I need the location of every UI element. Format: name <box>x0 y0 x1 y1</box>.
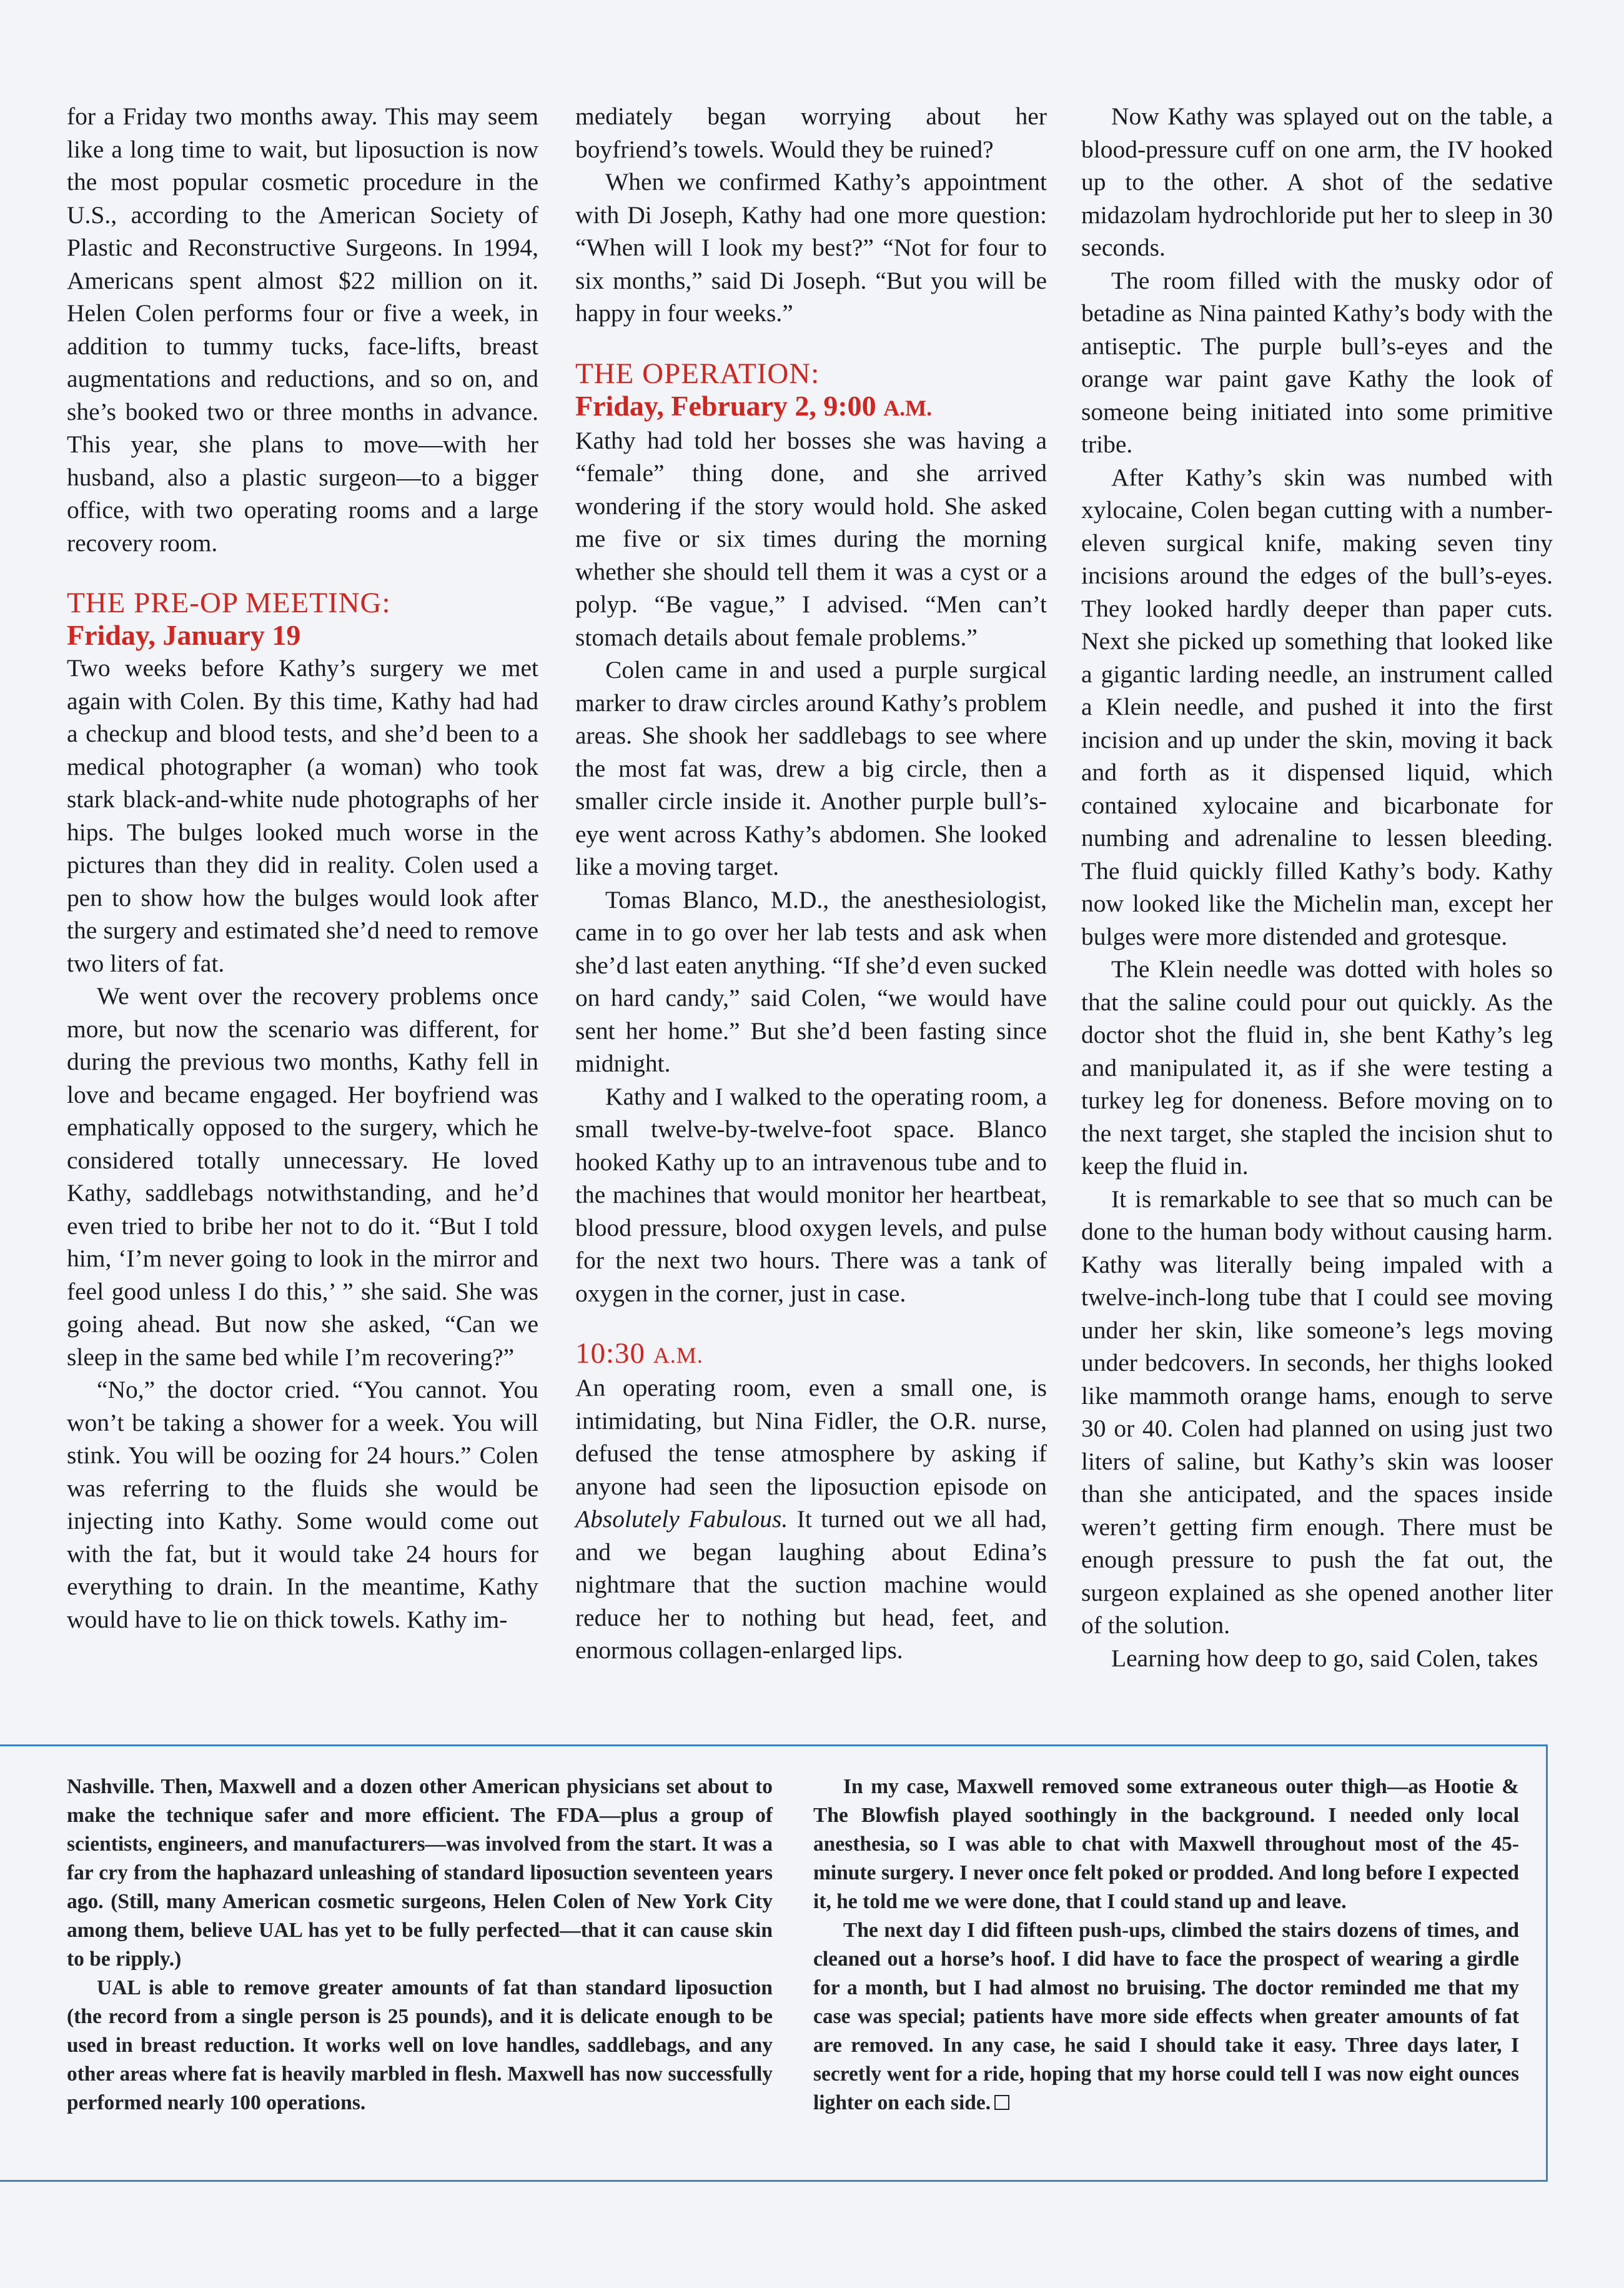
sidebar-box <box>0 1744 1548 2182</box>
sidebar-paragraph: Nashville. Then, Maxwell and a dozen other American physicians set about to make the technique safer and more efficient. The FDA—plus a group of scientists, engineers, and manufacturers—was involved from the start. It was a far cry from the haphazard unleashing of standard liposuction seventeen years ago. (Still, many American cosmetic surgeons, Helen Colen of New York City among them, believe UAL has yet to be fully perfected—that it can cause skin to be ripply.) <box>67 1775 773 1971</box>
paragraph: We went over the recovery problems once more, but now the scenario was different, for during the previous two months, Kathy fell in love and became engaged. Her boyfriend was emphatically opposed to the surgery, which he considered totally unnecessary. He loved Kathy, saddlebags notwithstanding, and he’d even tried to bribe her not to do it. “But I told him, ‘I’m never going to look in the mirror and feel good unless I do this,’ ” she said. She was going ahead. But now she asked, “Can we sleep in the same bed while I’m recovering?” <box>67 982 538 1371</box>
article-column-2 <box>575 100 1047 1667</box>
paragraph-text: An operating room, even a small one, is intimidating, but Nina Fidler, the O.R. nurse, defused the tense atmosphere by asking if anyone had seen the liposuction episode on <box>575 1374 1047 1500</box>
paragraph: Colen came in and used a purple surgical marker to draw circles around Kathy’s problem areas. She shook her saddlebags to see where the most fat was, drew a big circle, then a smaller circle inside it. Another purple bull’s-eye went across Kathy’s abdomen. She looked like a moving target. <box>575 656 1047 880</box>
paragraph: Tomas Blanco, M.D., the anesthesiologist, came in to go over her lab tests and ask when she’d last eaten anything. “If she’d even sucked on hard candy,” said Colen, “we would have sent her home.” But she’d been fasting since midnight. <box>575 885 1047 1077</box>
section-subheading-date <box>575 390 1047 424</box>
section-heading-operation: THE OPERATION: <box>575 357 820 390</box>
section-heading-time <box>575 1337 1047 1371</box>
paragraph: It is remarkable to see that so much can be done to the human body without causing harm. Kathy was literally being impaled with a twelve-inch-long tube that I could see moving under her skin, like someone’s legs moving under bedcovers. In seconds, her thighs looked like mammoth orange hams, enough to serve 30 or 40. Colen had planned on using just two liters of saline, but Kathy’s skin was looser than she anticipated, and the spaces inside weren’t getting firm enough. There must be enough pressure to push the fat out, the surgeon explained as she opened another liter of the solution. <box>1081 1185 1553 1639</box>
paragraph: Learning how deep to go, said Colen, takes <box>1111 1644 1538 1672</box>
sidebar-paragraph <box>813 1916 1519 2117</box>
paragraph: Kathy and I walked to the operating room, a small twelve-by-twelve-foot space. Blanco hooked Kathy up to an intravenous tube and to the machines that would monitor her heartbeat, blood pressure, blood oxygen levels, and pulse for the next two hours. There was a tank of oxygen in the corner, just in case. <box>575 1082 1047 1307</box>
heading-time-text: 10:30 <box>575 1337 646 1370</box>
paragraph: Two weeks before Kathy’s surgery we met again with Colen. By this time, Kathy had had a checkup and blood tests, and she’d been to a medical photographer (a woman) who took stark black-and-white nude photographs of her hips. The bulges looked much worse in the pictures than they did in reality. Colen used a pen to show how the bulges would look after the surgery and estimated she’d need to remove two liters of fat. <box>67 654 538 977</box>
article-column-3 <box>1081 100 1553 1674</box>
sidebar-paragraph: In my case, Maxwell removed some extraneous outer thigh—as Hootie & The Blowfish played soothingly in the background. I needed only local anesthesia, so I was able to chat with Maxwell throughout most of the 45-minute surgery. I never once felt poked or prodded. And long before I expected it, he told me we were done, that I could stand up and leave. <box>813 1775 1519 1913</box>
subheading-date-text: Friday, February 2, 9:00 <box>575 389 876 422</box>
paragraph: The room filled with the musky odor of betadine as Nina painted Kathy’s body with the antiseptic. The purple bull’s-eyes and the orange war paint gave Kathy the look of someone being initiated into some primitive tribe. <box>1081 266 1553 458</box>
article-column-1 <box>67 100 538 1636</box>
paragraph: for a Friday two months away. This may seem like a long time to wait, but liposuction is now the most popular cosmetic procedure in the U.S., according to the American Society of Plastic and Reconstructive Surgeons. In 1994, Americans spent almost $22 million on it. Helen Colen performs four or five a week, in addition to tummy tucks, face-lifts, breast augmentations and reductions, and so on, and she’s booked two or three months in advance. This year, she plans to move—with her husband, also a plastic surgeon—to a bigger office, with two operating rooms and a large recovery room. <box>67 102 538 557</box>
paragraph <box>575 1371 1047 1667</box>
section-heading-pre-op: THE PRE-OP MEETING: <box>67 587 391 619</box>
sidebar-paragraph-text: The next day I did fifteen push-ups, climbed the stairs dozens of times, and cleaned out a horse’s hoof. I did have to face the prospect of wearing a girdle for a month, but I had almost no bruising. The doctor reminded me that my case was special; patients have more side effects when greater amounts of fat are removed. In any case, he said I should take it easy. Three days later, I secretly went for a ride, hoping that my horse could tell I was now eight ounces lighter on each side. <box>813 1919 1519 2114</box>
paragraph: “No,” the doctor cried. “You cannot. You won’t be taking a shower for a week. You will stink. You will be oozing for 24 hours.” Colen was referring to the fluids she would be injecting into Kathy. Some would come out with the fat, but it would take 24 hours for everything to drain. In the meantime, Kathy would have to lie on thick towels. Kathy im- <box>67 1376 538 1633</box>
paragraph: When we confirmed Kathy’s appointment with Di Joseph, Kathy had one more question: “When will I look my best?” “Not for four to six months,” said Di Joseph. “But you will be happy in four weeks.” <box>575 168 1047 327</box>
paragraph: Now Kathy was splayed out on the table, a blood-pressure cuff on one arm, the IV hooked up to the other. A shot of the sedative midazolam hydrochloride put her to sleep in 30 seconds. <box>1081 102 1553 261</box>
paragraph: The Klein needle was dotted with holes so that the saline could pour out quickly. As the doctor shot the fluid in, she bent Kathy’s leg and manipulated it, as if she were testing a turkey leg for doneness. Before moving on to the next target, she stapled the incision shut to keep the fluid in. <box>1081 955 1553 1180</box>
sidebar-paragraph: UAL is able to remove greater amounts of fat than standard liposuction (the record from a single person is 25 pounds), and it is delicate enough to be used in breast reduction. It works well on love handles, saddlebags, and any other areas where fat is heavily marbled in flesh. Maxwell has now successfully performed nearly 100 operations. <box>67 1976 773 2114</box>
show-title: Absolutely Fabulous. <box>575 1505 788 1533</box>
sidebar-column-1 <box>67 1773 773 2117</box>
paragraph: mediately began worrying about her boyfriend’s towels. Would they be ruined? <box>575 102 1047 163</box>
end-mark-icon <box>994 2095 1009 2110</box>
sidebar-column-2 <box>813 1773 1519 2117</box>
paragraph: Kathy had told her bosses she was having a “female” thing done, and she arrived wondering if the story would hold. She asked me five or six times during the morning whether she should tell them it was a cyst or a polyp. “Be vague,” I advised. “Men can’t stomach details about female problems.” <box>575 426 1047 651</box>
section-subheading-date: Friday, January 19 <box>67 619 301 651</box>
paragraph: After Kathy’s skin was numbed with xylocaine, Colen began cutting with a number-eleven surgical knife, making seven tiny incisions around the edges of the bull’s-eyes. They looked hardly deeper than paper cuts. Next she picked up something that looked like a gigantic larding needle, an instrument called a Klein needle, and pushed it into the first incision and up under the skin, moving it back and forth as it dispensed liquid, which contained xylocaine and bicarbonate for numbing and adrenaline to lessen bleeding. The fluid quickly filled Kathy’s body. Kathy now looked like the Michelin man, except her bulges were more distended and grotesque. <box>1081 463 1553 950</box>
subheading-ampm: A.M. <box>883 395 933 420</box>
paragraph-text: It turned out we all had, and we began laughing about Edina’s nightmare that the suction machine would reduce her to nothing but head, feet, and enormous collagen-enlarged lips. <box>575 1505 1047 1664</box>
heading-time-ampm: A.M. <box>653 1343 703 1368</box>
